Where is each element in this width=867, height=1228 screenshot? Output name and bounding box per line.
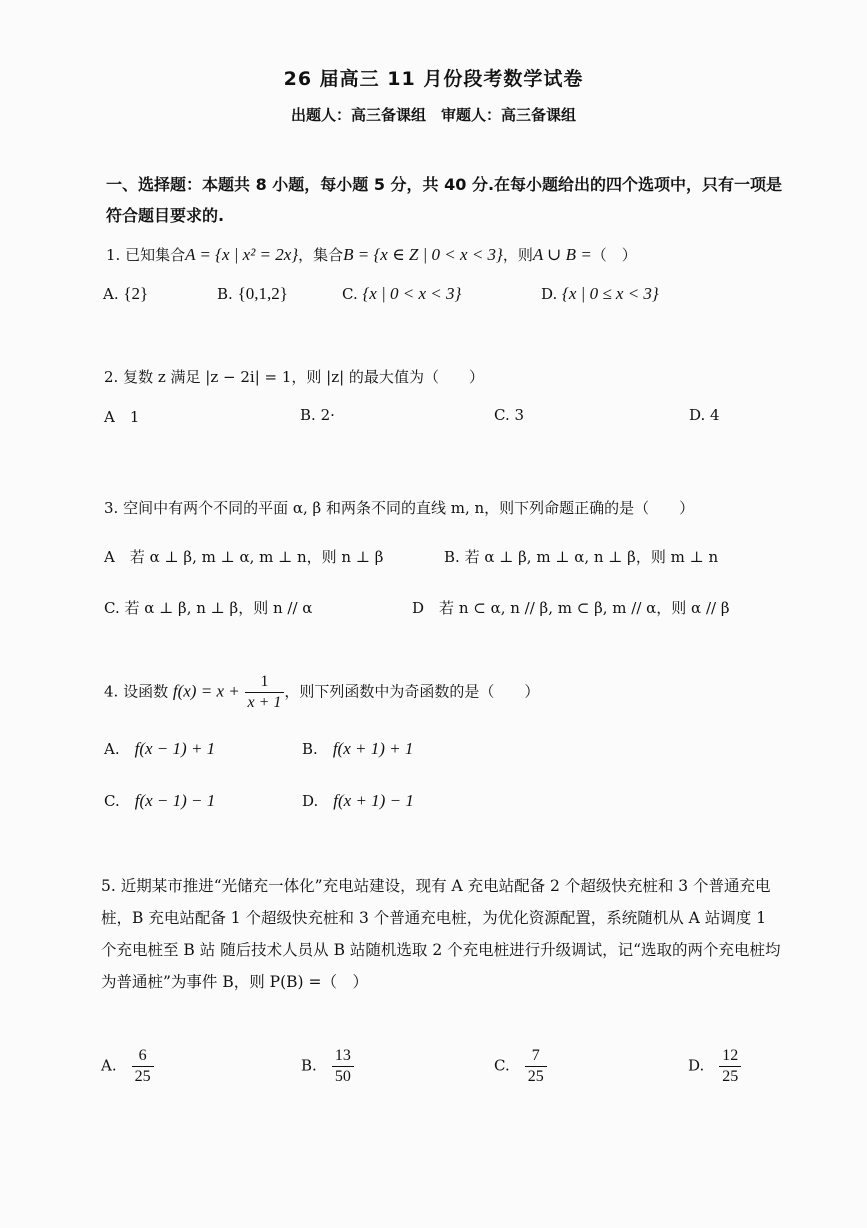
set-b: B = {x ∈ Z | 0 < x < 3} <box>343 245 503 264</box>
q2-option-c[interactable]: C. 3 <box>494 406 525 424</box>
q3-option-b[interactable]: B. 若 α ⊥ β, m ⊥ α, n ⊥ β，则 m ⊥ n <box>444 548 719 566</box>
q3-option-d[interactable]: D 若 n ⊂ α, n // β, m ⊂ β, m // α，则 α // β <box>412 599 730 617</box>
q1-option-b[interactable]: B. {0,1,2} <box>217 284 288 303</box>
q2-option-a[interactable]: A 1 <box>104 408 140 426</box>
exam-title: 26 届高三 11 月份段考数学试卷 <box>283 68 584 90</box>
q2-option-b[interactable]: B. 2· <box>300 406 335 424</box>
q5-option-b[interactable]: B. $\frac{13}{50}$ <box>301 1046 354 1087</box>
q4-option-d[interactable]: D. f(x + 1) − 1 <box>302 791 414 810</box>
q5-option-d[interactable]: D. $\frac{12}{25}$ <box>688 1046 741 1087</box>
q4-option-b[interactable]: B. f(x + 1) + 1 <box>302 739 414 758</box>
question-2-stem: 2. 复数 z 满足 |z − 2i| = 1，则 |z| 的最大值为（ ） <box>104 368 484 386</box>
q2-option-d[interactable]: D. 4 <box>689 406 720 424</box>
question-3-stem: 3. 空间中有两个不同的平面 α, β 和两条不同的直线 m, n，则下列命题正确的是（ ） <box>104 499 695 517</box>
fraction: $\frac{1}{x + 1}$ <box>245 672 285 713</box>
q5-option-c[interactable]: C. $\frac{7}{25}$ <box>494 1046 547 1087</box>
union-expr: A ∪ B = <box>532 245 592 264</box>
question-1-stem: 1. 已知集合A = {x | x² = 2x}，集合B = {x ∈ Z | 0 < x < 3}，则A ∪ B =（ ） <box>106 245 637 264</box>
q3-option-c[interactable]: C. 若 α ⊥ β, n ⊥ β，则 n // α <box>104 599 313 617</box>
q1-option-d[interactable]: D. {x | 0 ≤ x < 3} <box>541 284 659 303</box>
q4-option-a[interactable]: A. f(x − 1) + 1 <box>104 739 216 758</box>
q5-option-a[interactable]: A. $\frac{6}{25}$ <box>101 1046 154 1087</box>
q4-option-c[interactable]: C. f(x − 1) − 1 <box>104 791 216 810</box>
function-def: f(x) = x + <box>172 681 240 701</box>
exam-authors: 出题人：高三备课组 审题人：高三备课组 <box>290 106 576 124</box>
question-4-stem: 4. 设函数 f(x) = x + $\frac{1}{x + 1}$ ，则下列函数中为奇函数的是（ ） <box>104 673 540 711</box>
section-instruction: 一、选择题：本题共 8 小题，每小题 5 分，共 40 分.在每小题给出的四个选项中，只有一项是符合题目要求的. <box>106 175 783 225</box>
q1-option-a[interactable]: A. {2} <box>103 284 149 303</box>
set-a: A = {x | x² = 2x} <box>185 245 299 264</box>
q1-option-c[interactable]: C. {x | 0 < x < 3} <box>342 284 462 303</box>
question-5-stem: 5. 近期某市推进“光储充一体化”充电站建设，现有 A 充电站配备 2 个超级快充桩和 3 个普通充电桩，B 充电站配备 1 个超级快充桩和 3 个普通充电桩，为优化资源配置，系统随机从 A 站调度 1 个充电桩至 B 站 随后技术人员从 B 站随机选取 2 个充电桩进行升级调试，记“选取的两个充电桩均为普通桩”为事件 B，则 P(B) =（ ） <box>101 877 781 991</box>
q3-option-a[interactable]: A 若 α ⊥ β, m ⊥ α, m ⊥ n，则 n ⊥ β <box>104 548 384 566</box>
